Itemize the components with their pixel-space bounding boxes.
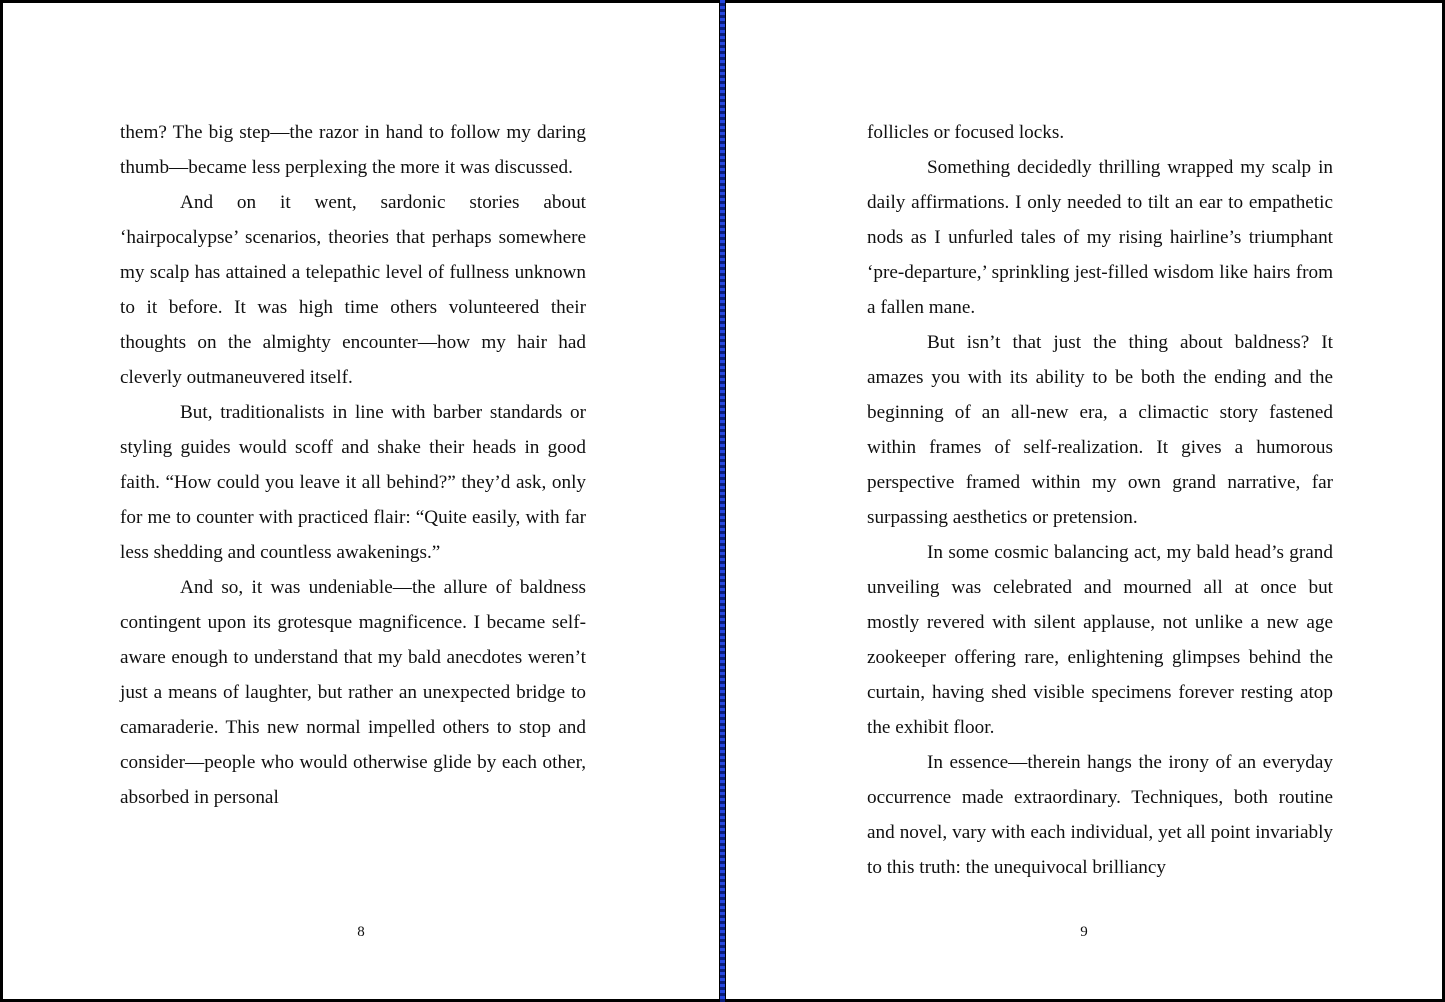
book-gutter — [719, 0, 726, 1002]
paragraph: And so, it was undeniable—the allure of baldness contingent upon its grotesque magnificence. I became self-aware enough to understand that my bald anecdotes weren’t just a means of laughter, but rather an unexpected bridge to camaraderie. This new normal impelled others to stop and consider—people who would otherwise glide by each other, absorbed in personal — [120, 577, 586, 808]
page-number-left: 8 — [357, 924, 365, 940]
paragraph: In essence—therein hangs the irony of an everyday occurrence made extraordinary. Techniques, both routine and novel, vary with each individual, yet all point invariably to this truth: the unequivocal brilliancy — [867, 752, 1333, 878]
paragraph: But isn’t that just the thing about baldness? It amazes you with its ability to be both the ending and the beginning of an all-new era, a climactic story fastened within frames of self-realization. It gives a humorous perspective framed within my own grand narrative, far surpassing aesthetics or pretension. — [867, 332, 1333, 528]
paragraph: follicles or focused locks. — [867, 122, 1065, 143]
page-right-body — [867, 115, 1333, 885]
paragraph: In some cosmic balancing act, my bald head’s grand unveiling was celebrated and mourned all at once but mostly revered with silent applause, not unlike a new age zookeeper offering rare, enlightening glimpses behind the curtain, having shed visible specimens forever resting atop the exhibit floor. — [867, 542, 1333, 738]
paragraph: But, traditionalists in line with barber standards or styling guides would scoff and shake their heads in good faith. “How could you leave it all behind?” they’d ask, only for me to counter with practiced flair: “Quite easily, with far less shedding and countless awakenings.” — [120, 402, 586, 563]
page-left — [0, 0, 719, 1002]
page-number-right: 9 — [1080, 924, 1088, 940]
paragraph: Something decidedly thrilling wrapped my scalp in daily affirmations. I only needed to tilt an ear to empathetic nods as I unfurled tales of my rising hairline’s triumphant ‘pre-departure,’ sprinkling jest-filled wisdom like hairs from a fallen mane. — [867, 157, 1333, 318]
page-left-body — [120, 115, 586, 815]
paragraph: them? The big step—the razor in hand to follow my daring thumb—became less perplexing the more it was discussed. — [120, 122, 586, 178]
page-right — [726, 0, 1445, 1002]
paragraph: And on it went, sardonic stories about ‘hairpocalypse’ scenarios, theories that perhaps somewhere my scalp has attained a telepathic level of fullness unknown to it before. It was high time others volunteered their thoughts on the almighty encounter—how my hair had cleverly outmaneuvered itself. — [120, 192, 586, 388]
